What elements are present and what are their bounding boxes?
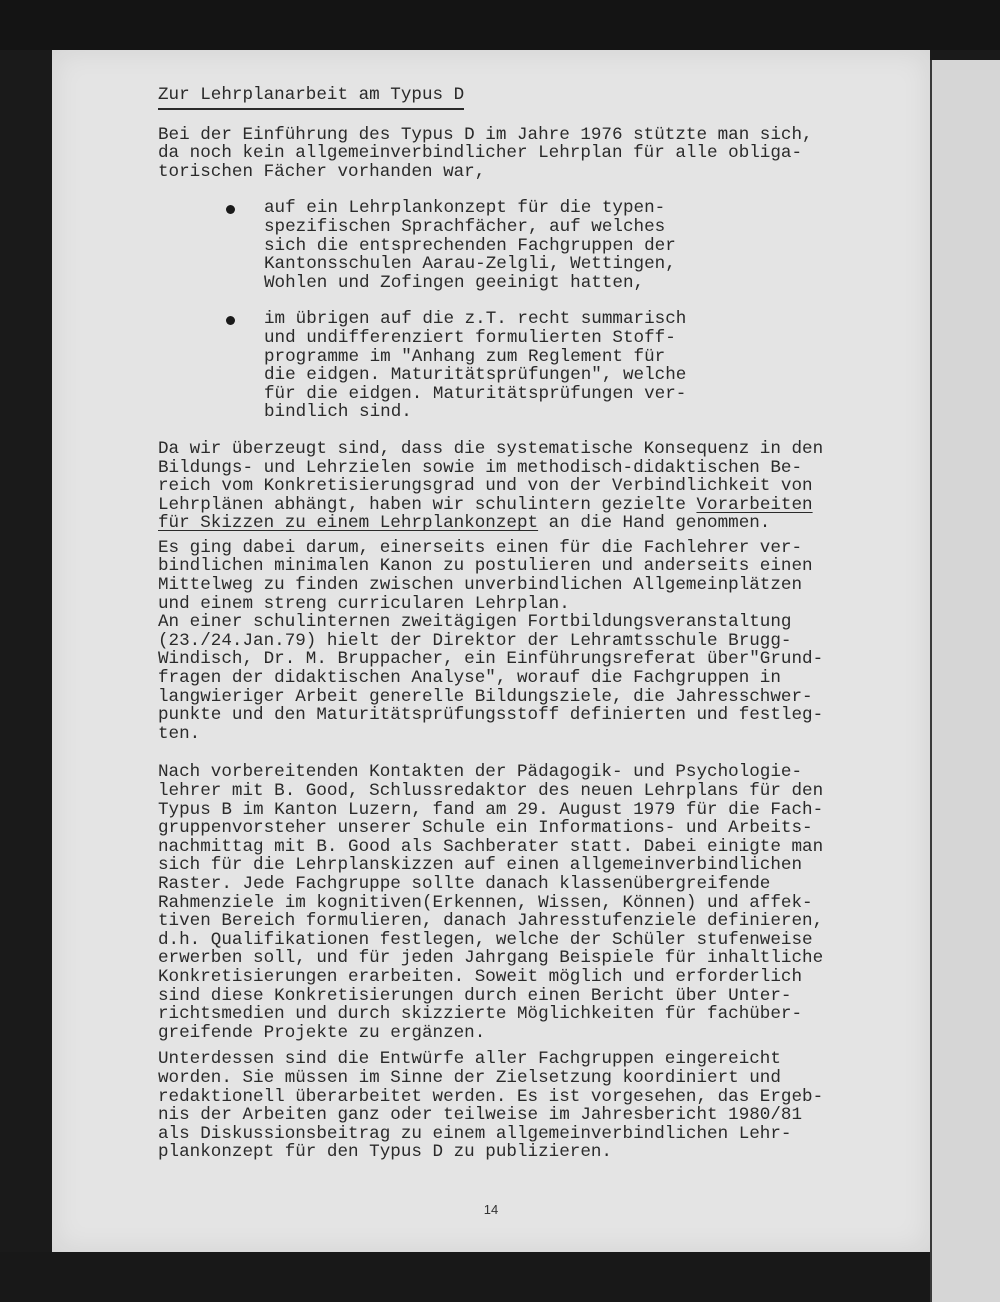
text-line: spezifischen Sprachfächer, auf welches [264, 216, 666, 237]
text-line: Es ging dabei darum, einerseits einen für die Fachlehrer ver- [158, 537, 803, 558]
text-line: bindlich sind. [264, 402, 412, 423]
text-line: sich für die Lehrplanskizzen auf einen allgemeinverbindlichen [158, 855, 803, 876]
text-line: auf ein Lehrplankonzept für die typen- [264, 198, 666, 219]
bullet-item [264, 310, 878, 422]
text-line: torischen Fächer vorhanden war, [158, 161, 486, 182]
text-line: Unterdessen sind die Entwürfe aller Fachgruppen eingereicht [158, 1049, 781, 1070]
text-line: greifende Projekte zu ergänzen. [158, 1022, 486, 1043]
text-line: Mittelweg zu finden zwischen unverbindlichen Allgemeinplätzen [158, 575, 803, 596]
text-line: An einer schulinternen zweitägigen Fortbildungsveranstaltung [158, 612, 792, 633]
text-line: Windisch, Dr. M. Bruppacher, ein Einführungsreferat über"Grund- [158, 649, 824, 670]
text-line: fragen der didaktischen Analyse", worauf die Fachgruppen in [158, 668, 781, 689]
paragraph-5 [158, 1050, 878, 1162]
text-line: Kantonsschulen Aarau-Zelgli, Wettingen, [264, 254, 676, 275]
text-segment: Lehrplänen abhängt, haben wir schulintern gezielte [158, 494, 697, 515]
scan-border-top [0, 0, 1000, 50]
paragraph-4 [158, 763, 878, 1042]
text-segment: an die Hand genommen. [538, 513, 771, 534]
text-line [158, 514, 878, 533]
text-line: die eidgen. Maturitätsprüfungen", welche [264, 365, 687, 386]
text-line: Wohlen und Zofingen geeinigt hatten, [264, 272, 645, 293]
text-line: worden. Sie müssen im Sinne der Zielsetzung koordiniert und [158, 1067, 781, 1088]
text-line: langwieriger Arbeit generelle Bildungsziele, die Jahresschwer- [158, 686, 813, 707]
text-line: sind diese Konkretisierungen durch einen Bericht über Unter- [158, 985, 792, 1006]
page-number: 14 [483, 1202, 499, 1217]
bullet-item [264, 199, 878, 292]
text-line: lehrer mit B. Good, Schlussredaktor des neuen Lehrplans für den [158, 781, 824, 801]
text-line: punkte und den Maturitätsprüfungsstoff definierten und festleg- [158, 705, 824, 726]
text-line: (23./24.Jan.79) hielt der Direktor der Lehramtsschule Brugg- [158, 630, 792, 651]
text-line [158, 496, 878, 515]
text-line: programme im "Anhang zum Reglement für [264, 346, 666, 367]
paragraph-3 [158, 539, 878, 744]
text-line: Raster. Jede Fachgruppe sollte danach klassenübergreifende [158, 873, 771, 894]
bullet-list [264, 199, 878, 422]
text-line: da noch kein allgemeinverbindlicher Lehrplan für alle obliga- [158, 143, 803, 164]
text-line: richtsmedien und durch skizzierte Möglichkeiten für fachüber- [158, 1004, 803, 1025]
intro-paragraph [158, 126, 878, 182]
text-line: redaktionell überarbeitet werden. Es ist vorgesehen, das Ergeb- [158, 1086, 824, 1107]
page-heading: Zur Lehrplanarbeit am Typus D [158, 86, 464, 110]
text-line: und undifferenziert formulierten Stoff- [264, 327, 676, 348]
text-line: für die eidgen. Maturitätsprüfungen ver- [264, 383, 687, 404]
bullet-dot-icon [226, 316, 235, 325]
page-content [158, 86, 878, 1162]
text-line: sich die entsprechenden Fachgruppen der [264, 235, 676, 256]
text-line: erwerben soll, und für jeden Jahrgang Beispiele für inhaltliche [158, 948, 824, 969]
underlined-text: Vorarbeiten [696, 494, 813, 515]
text-line: Bildungs- und Lehrzielen sowie im methodisch-didaktischen Be- [158, 457, 803, 478]
text-line: d.h. Qualifikationen festlegen, welche der Schüler stufenweise [158, 929, 813, 950]
document-page [52, 50, 930, 1252]
paragraph-2 [158, 440, 878, 533]
text-line: bindlichen minimalen Kanon zu postulieren und anderseits einen [158, 556, 813, 577]
text-line: gruppenvorsteher unserer Schule ein Informations- und Arbeits- [158, 818, 813, 839]
text-line: reich vom Konkretisierungsgrad und von der Verbindlichkeit von [158, 476, 813, 497]
bullet-dot-icon [226, 205, 235, 214]
text-line: nachmittag mit B. Good als Sachberater statt. Dabei einigte man [158, 836, 824, 857]
text-line: Da wir überzeugt sind, dass die systematische Konsequenz in den [158, 438, 824, 459]
adjacent-page-edge [930, 60, 1000, 1302]
text-line: ten. [158, 723, 201, 744]
text-line: im übrigen auf die z.T. recht summarisch [264, 309, 687, 330]
text-line: und einem streng curricularen Lehrplan. [158, 593, 570, 614]
text-line: Bei der Einführung des Typus D im Jahre 1976 stützte man sich, [158, 124, 813, 145]
scan-border-bottom [0, 1252, 930, 1302]
text-line: tiven Bereich formulieren, danach Jahresstufenziele definieren, [158, 911, 824, 932]
text-line: Nach vorbereitenden Kontakten der Pädagogik- und Psychologie- [158, 762, 803, 783]
text-line: nis der Arbeiten ganz oder teilweise im Jahresbericht 1980/81 [158, 1105, 803, 1126]
text-line: Typus B im Kanton Luzern, fand am 29. August 1979 für die Fach- [158, 799, 824, 820]
text-line: als Diskussionsbeitrag zu einem allgemeinverbindlichen Lehr- [158, 1123, 792, 1144]
text-line: plankonzept für den Typus D zu publizieren. [158, 1142, 612, 1163]
underlined-text: für Skizzen zu einem Lehrplankonzept [158, 513, 539, 534]
text-line: Konkretisierungen erarbeiten. Soweit möglich und erforderlich [158, 966, 803, 987]
text-line: Rahmenziele im kognitiven(Erkennen, Wissen, Können) und affek- [158, 892, 813, 913]
